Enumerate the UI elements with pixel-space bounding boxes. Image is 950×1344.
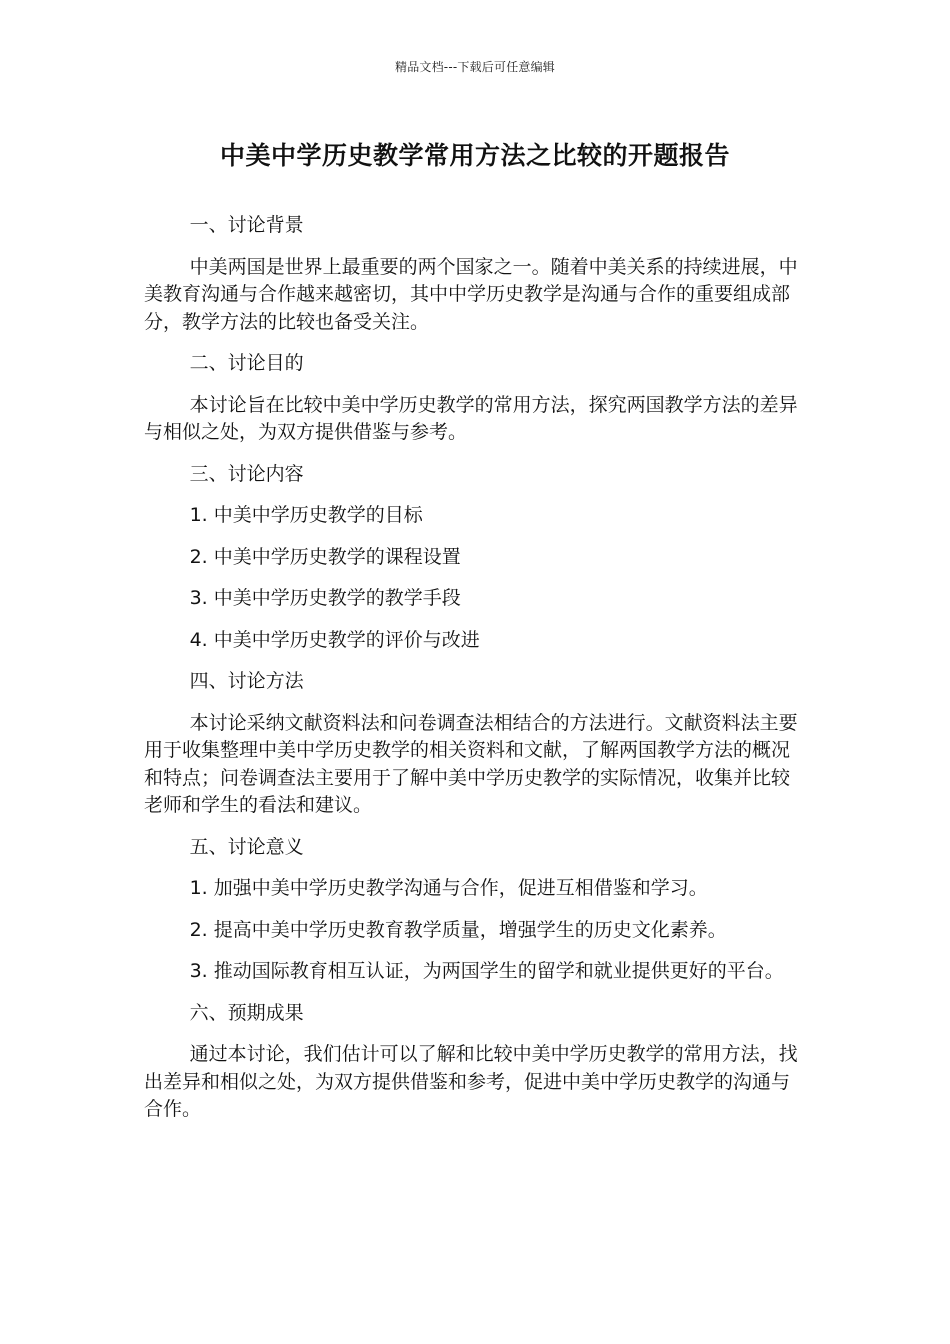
document-body <box>144 212 798 1138</box>
list-item: 1. 加强中美中学历史教学沟通与合作，促进互相借鉴和学习。 <box>189 877 708 899</box>
section-heading-significance: 五、讨论意义 <box>189 835 304 858</box>
list-item: 2. 提高中美中学历史教育教学质量，增强学生的历史文化素养。 <box>189 918 727 941</box>
list-item: 3. 推动国际教育相互认证，为两国学生的留学和就业提供更好的平台。 <box>189 960 784 982</box>
header-note: 精品文档---下载后可任意编辑 <box>395 60 555 74</box>
section-heading-expected-results: 六、预期成果 <box>189 1001 304 1024</box>
list-item: 1. 中美中学历史教学的目标 <box>189 504 423 526</box>
list-item: 2. 中美中学历史教学的课程设置 <box>189 545 461 568</box>
paragraph-background: 中美两国是世界上最重要的两个国家之一。随着中美关系的持续进展，中美教育沟通与合作越来越密切，其中中学历史教学是沟通与合作的重要组成部分，教学方法的比较也备受关注。 <box>144 255 798 333</box>
section-heading-background: 一、讨论背景 <box>189 214 304 236</box>
section-heading-content: 三、讨论内容 <box>189 462 304 485</box>
list-item: 4. 中美中学历史教学的评价与改进 <box>189 628 480 651</box>
section-heading-purpose: 二、讨论目的 <box>189 352 304 374</box>
paragraph-purpose: 本讨论旨在比较中美中学历史教学的常用方法，探究两国教学方法的差异与相似之处，为双方提供借鉴与参考。 <box>144 393 798 443</box>
list-item: 3. 中美中学历史教学的教学手段 <box>189 587 461 609</box>
paragraph-expected-results: 通过本讨论，我们估计可以了解和比较中美中学历史教学的常用方法，找出差异和相似之处，为双方提供借鉴和参考，促进中美中学历史教学的沟通与合作。 <box>144 1043 798 1120</box>
section-heading-method: 四、讨论方法 <box>189 670 304 692</box>
paragraph-method: 本讨论采纳文献资料法和问卷调查法相结合的方法进行。文献资料法主要用于收集整理中美中学历史教学的相关资料和文献，了解两国教学方法的概况和特点；问卷调查法主要用于了解中美中学历史教学的实际情况，收集并比较老师和学生的看法和建议。 <box>144 711 798 816</box>
document-title: 中美中学历史教学常用方法之比较的开题报告 <box>219 141 730 170</box>
